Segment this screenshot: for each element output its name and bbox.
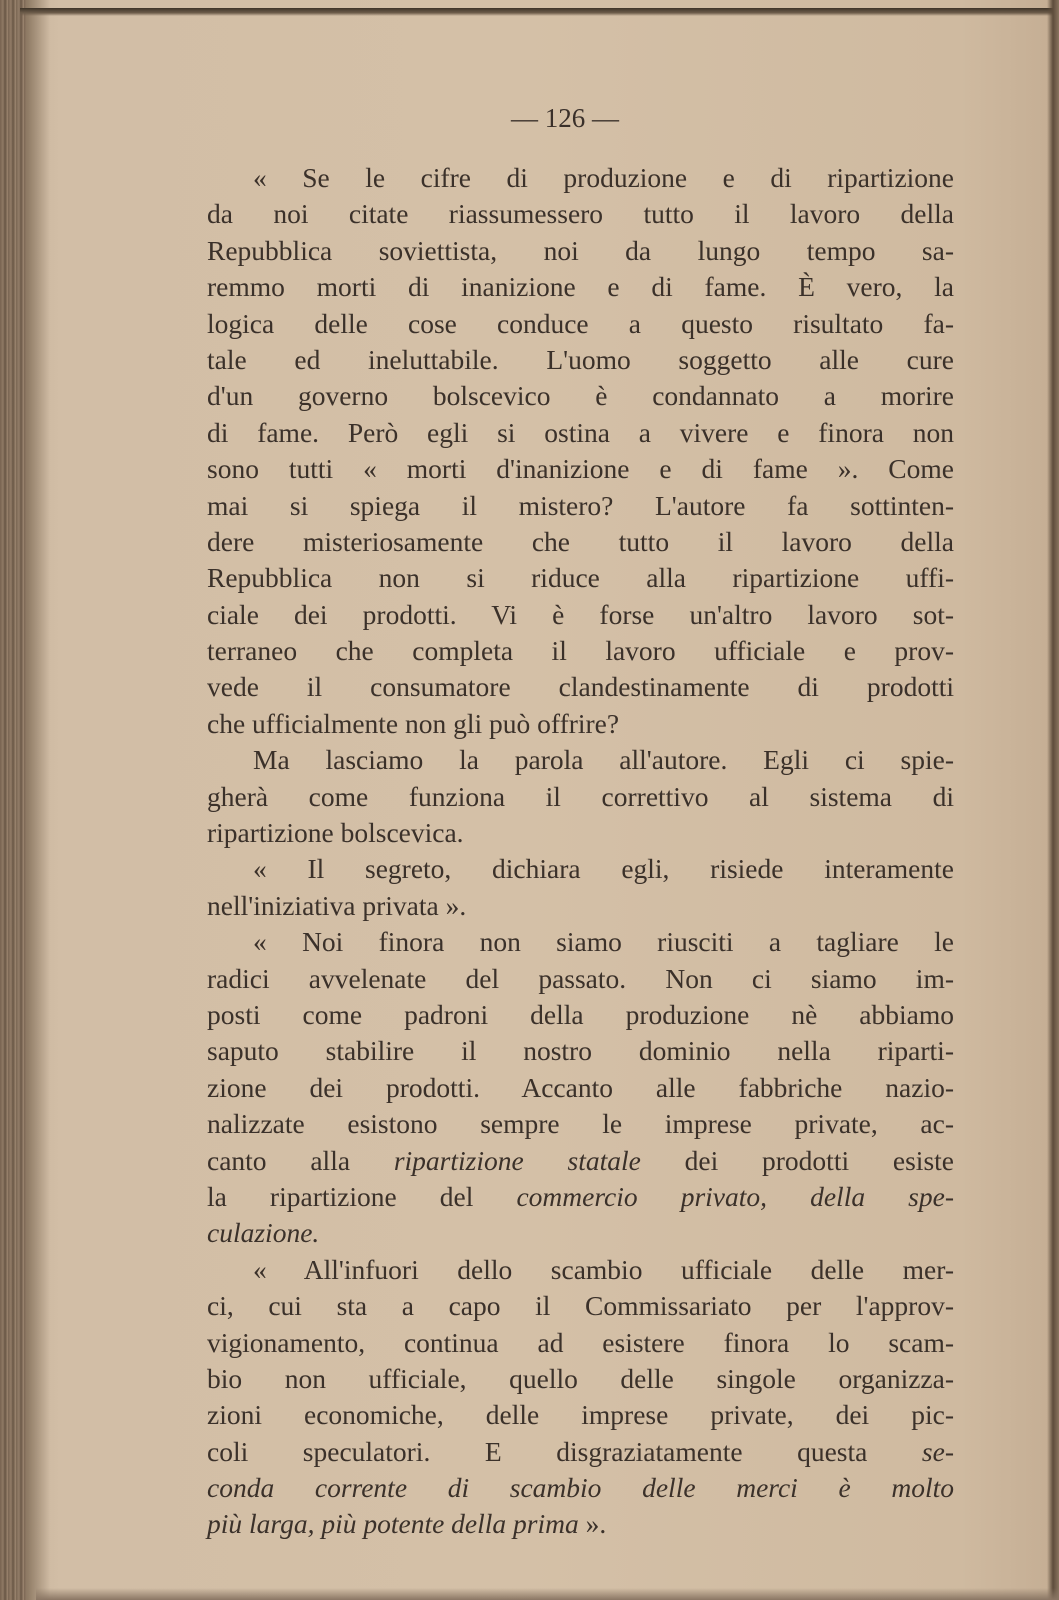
text-line — [207, 1070, 954, 1106]
text-line — [207, 306, 954, 342]
text-line — [207, 451, 954, 487]
text-line — [207, 597, 954, 633]
text-run: coli speculatori. E disgraziatamente questa — [207, 1435, 922, 1467]
text-run: tale ed ineluttabile. L'uomo soggetto alle cure — [207, 343, 954, 375]
top-edge — [20, 8, 1059, 16]
text-line — [207, 196, 954, 232]
italic-text: se- — [921, 1435, 954, 1467]
text-line — [207, 1506, 954, 1542]
page-number: — 126 — — [511, 103, 619, 133]
right-edge — [1047, 0, 1059, 1600]
text-run: « Noi finora non siamo riusciti a tagliare le — [253, 926, 954, 958]
text-line — [207, 961, 954, 997]
text-line — [207, 342, 954, 378]
text-line — [207, 1033, 954, 1069]
text-run: la ripartizione del — [207, 1180, 517, 1212]
text-run: radici avvelenate del passato. Non ci siamo im- — [207, 962, 954, 994]
text-run: di fame. Però egli si ostina a vivere e finora non — [207, 416, 954, 448]
text-run: mai si spiega il mistero? L'autore fa sottinten- — [207, 489, 954, 521]
text-line — [207, 560, 954, 596]
text-line — [207, 1252, 954, 1288]
text-line — [207, 997, 954, 1033]
text-run: vigionamento, continua ad esistere finora lo scam- — [207, 1326, 954, 1358]
text-run: zioni economiche, delle imprese private, dei pic- — [207, 1399, 954, 1431]
text-run: Repubblica non si riduce alla ripartizione uffi- — [207, 562, 954, 594]
italic-text: conda corrente di scambio delle merci è molto — [207, 1472, 954, 1504]
text-run: Repubblica soviettista, noi da lungo tempo sa- — [207, 234, 954, 266]
text-run: ci, cui sta a capo il Commissariato per l'approv- — [207, 1290, 954, 1322]
text-line — [207, 815, 954, 851]
text-line — [207, 160, 954, 196]
text-run: ripartizione bolscevica. — [207, 817, 464, 849]
text-run: Ma lasciamo la parola all'autore. Egli ci spie- — [253, 744, 954, 776]
text-line — [207, 888, 954, 924]
text-run: remmo morti di inanizione e di fame. È vero, la — [207, 271, 954, 303]
text-line — [207, 742, 954, 778]
text-line — [207, 1143, 954, 1179]
text-line — [207, 851, 954, 887]
italic-text: più larga, più potente della prima — [207, 1508, 579, 1540]
text-line — [207, 1470, 954, 1506]
bottom-edge — [36, 1588, 1059, 1600]
book-binding — [0, 0, 26, 1600]
text-line — [207, 1397, 954, 1433]
text-run: « Se le cifre di produzione e di ripartizione — [253, 162, 954, 193]
text-run: saputo stabilire il nostro dominio nella riparti- — [207, 1035, 954, 1067]
text-line — [207, 233, 954, 269]
text-run: dere misteriosamente che tutto il lavoro della — [207, 525, 954, 557]
text-run: d'un governo bolscevico è condannato a morire — [207, 380, 954, 412]
text-run: canto alla — [207, 1144, 394, 1176]
text-run: « All'infuori dello scambio ufficiale delle mer- — [253, 1253, 954, 1285]
binding-shadow — [26, 0, 50, 1600]
text-line — [207, 1215, 954, 1251]
text-line — [207, 1325, 954, 1361]
text-run: bio non ufficiale, quello delle singole organizza- — [207, 1362, 954, 1394]
text-line — [207, 415, 954, 451]
text-line — [207, 524, 954, 560]
text-run: « Il segreto, dichiara egli, risiede interamente — [253, 853, 954, 885]
text-line — [207, 706, 954, 742]
text-run: terraneo che completa il lavoro ufficiale e prov- — [207, 635, 954, 667]
text-run: che ufficialmente non gli può offrire? — [207, 707, 620, 739]
text-run: ciale dei prodotti. Vi è forse un'altro lavoro sot- — [207, 598, 954, 630]
text-run: nell'iniziativa privata ». — [207, 889, 467, 921]
text-run: nalizzate esistono sempre le imprese private, ac- — [207, 1108, 954, 1140]
text-run: ». — [578, 1508, 607, 1540]
text-line — [207, 1106, 954, 1142]
text-line — [207, 1434, 954, 1470]
text-line — [207, 269, 954, 305]
text-line — [207, 633, 954, 669]
text-line — [207, 1179, 954, 1215]
text-line — [207, 669, 954, 705]
text-line — [207, 488, 954, 524]
italic-text: culazione. — [207, 1217, 320, 1249]
text-line — [207, 1288, 954, 1324]
italic-text: commercio privato, della spe- — [516, 1180, 954, 1212]
text-run: zione dei prodotti. Accanto alle fabbriche nazio- — [207, 1071, 954, 1103]
text-run: sono tutti « morti d'inanizione e di fame ». Come — [207, 453, 954, 485]
text-run: logica delle cose conduce a questo risultato fa- — [207, 307, 954, 339]
text-line — [207, 924, 954, 960]
text-run: gherà come funziona il correttivo al sistema di — [207, 780, 954, 812]
text-line — [207, 779, 954, 815]
text-run: vede il consumatore clandestinamente di prodotti — [207, 671, 954, 703]
text-run: da noi citate riassumessero tutto il lavoro della — [207, 198, 954, 230]
text-line — [207, 378, 954, 414]
text-line — [207, 1361, 954, 1397]
text-run: dei prodotti esiste — [640, 1144, 954, 1176]
text-run: posti come padroni della produzione nè abbiamo — [207, 998, 954, 1030]
body-text — [207, 160, 954, 1543]
italic-text: ripartizione statale — [393, 1144, 641, 1176]
